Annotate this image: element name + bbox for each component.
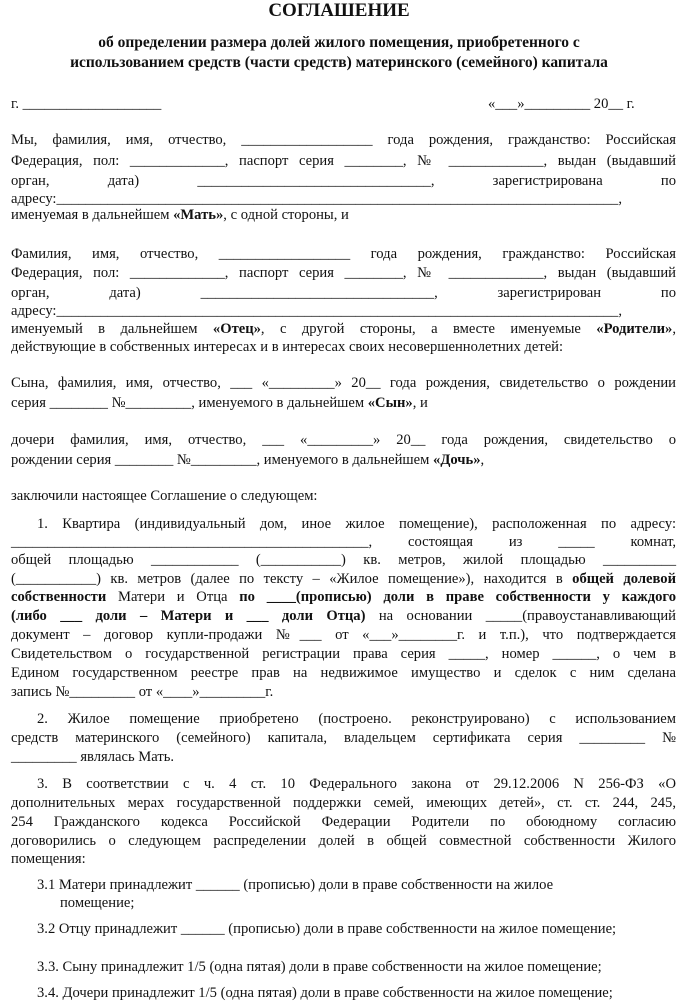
mother-line-4: адресу:_____________________________________________________________________________, [11,191,622,207]
clause3-line-2: дополнительных мерах государственной поддержки семей, имеющих детей», ст. ст. 244, 245, [11,795,676,811]
mother-line-3: орган, дата) ________________________________, зарегистрирована по [11,173,676,189]
document-title: СОГЛАШЕНИЕ [268,0,410,21]
clause3-line-4: договорились о следующем распределении долей в общей совместной собственности Жилого [11,833,676,849]
son-line-1: Сына, фамилия, имя, отчество, ___ «_________» 20__ года рождения, свидетельство о рождении [11,375,676,391]
mother-line-1: Мы, фамилия, имя, отчество, __________________ года рождения, гражданство: Российская [11,132,676,148]
clause3-line-1: 3. В соответствии с ч. 4 ст. 10 Федерального закона от 29.12.2006 N 256-ФЗ «О [37,776,676,792]
father-line-3: орган, дата) ________________________________, зарегистрирован по [11,285,676,301]
city-field: г. ___________________ [11,96,162,112]
sub32-line: 3.2 Отцу принадлежит ______ (прописью) доли в праве собственности на жилое помещение; [37,921,617,937]
sub31-line-1: 3.1 Матери принадлежит ______ (прописью) доли в праве собственности на жилое [37,877,554,893]
clause1-line-7: документ – договор купли-продажи №___ от «___»________г. и т.п.), что подтверждается [11,627,676,643]
sub34-line: 3.4. Дочери принадлежит 1/5 (одна пятая) доли в праве собственности на жилое помещение; [37,985,613,1001]
document-subtitle-line-2: использованием средств (части средств) материнского (семейного) капитала [70,54,608,71]
clause3-line-3: 254 Гражданского кодекса Российской Федерации Родители по обоюдному согласию [11,814,676,830]
clause3-line-5: помещения: [11,851,86,867]
clause1-line-3: общей площадью ____________ (___________) кв. метров, жилой площадью __________ [11,552,676,568]
clause1-line-2: _________________________________________________, состоящая из _____ комнат, [11,534,676,550]
son-line-2: серия ________ №_________, именуемого в дальнейшем «Сын», и [11,395,428,411]
clause1-line-5: собственности Матери и Отца по ____(прописью) доли в праве собственности у каждого [11,589,676,605]
father-line-4: адресу:_____________________________________________________________________________, [11,303,622,319]
clause1-line-8: Свидетельством о государственной регистрации права серия _____, номер ______, о чем в [11,646,676,662]
father-line-5: именуемый в дальнейшем «Отец», с другой стороны, а вместе именуемые «Родители», [11,321,676,337]
daughter-line-2: рождении серия ________ №_________, именуемого в дальнейшем «Дочь», [11,452,485,468]
clause1-line-4: (___________) кв. метров (далее по тексту – «Жилое помещение»), находится в общей долевой [11,571,676,587]
father-line-2: Федерация, пол: _____________, паспорт серия ________, № _____________, выдан (выдавший [11,265,676,281]
daughter-line-1: дочери фамилия, имя, отчество, ___ «_________» 20__ года рождения, свидетельство о [11,432,676,448]
sub33-line: 3.3. Сыну принадлежит 1/5 (одна пятая) доли в праве собственности на жилое помещение; [37,959,602,975]
clause1-line-6: (либо ___ доли – Матери и ___ доли Отца) на основании _____(правоустанавливающий [11,608,676,624]
clause1-line-1: 1. Квартира (индивидуальный дом, иное жилое помещение), расположенная по адресу: [37,516,676,532]
intro-line: заключили настоящее Соглашение о следующем: [11,488,318,504]
mother-line-2: Федерация, пол: _____________, паспорт серия ________, № _____________, выдан (выдавший [11,153,676,169]
father-line-1: Фамилия, имя, отчество, __________________ года рождения, гражданство: Российская [11,246,676,262]
father-line-6: действующие в собственных интересах и в интересах своих несовершеннолетних детей: [11,339,564,355]
clause1-line-10: запись №_________ от «____»_________г. [11,684,274,700]
date-field: «___»_________ 20__ г. [488,96,635,112]
mother-line-5: именуемая в дальнейшем «Мать», с одной стороны, и [11,207,349,223]
sub31-line-2: помещение; [60,895,135,911]
clause1-line-9: Едином государственном реестре прав на недвижимое имущество и сделок с ним сделана [11,665,676,681]
document-subtitle-line-1: об определении размера долей жилого помещения, приобретенного с [98,34,580,51]
clause2-line-3: _________ являлась Мать. [11,749,175,765]
clause2-line-1: 2. Жилое помещение приобретено (построено. реконструировано) с использованием [37,711,676,727]
clause2-line-2: средств материнского (семейного) капитала, владельцем сертификата серия _________ № [11,730,676,746]
